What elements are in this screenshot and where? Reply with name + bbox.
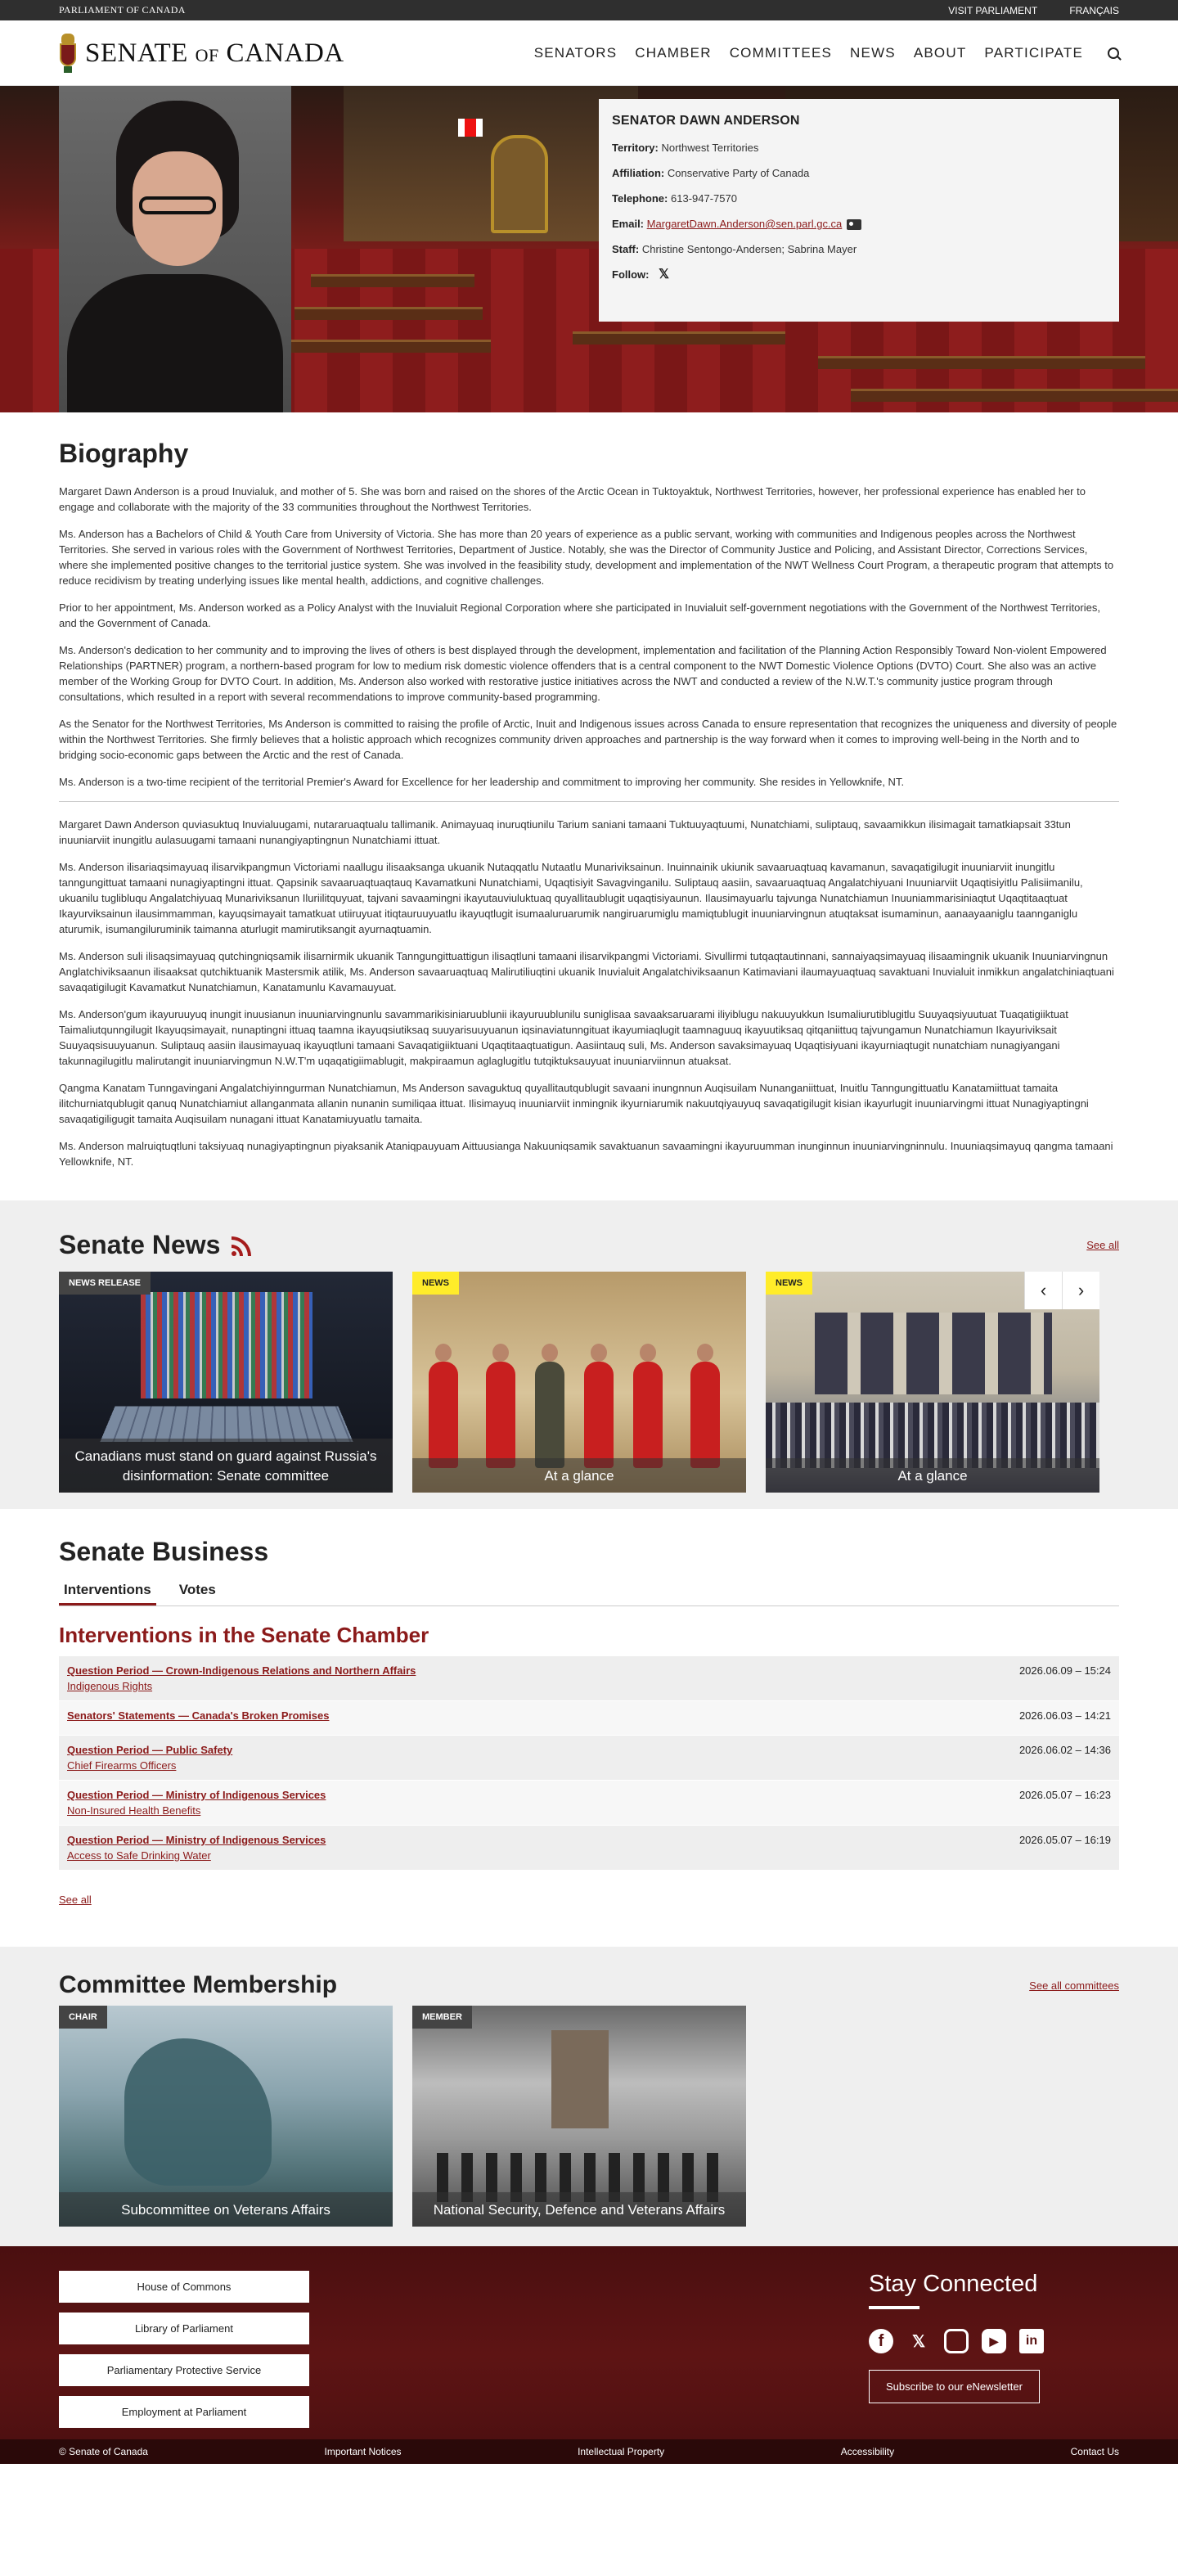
tab-votes[interactable]: Votes <box>178 1582 216 1597</box>
bio-paragraph: Margaret Dawn Anderson is a proud Inuvialuk, and mother of 5. She was born and raised on the shores of the Arctic Ocean in Tuktoyaktuk, Northwest Territories, however, her professional experience has enabled her to engage and collaborate with the majority of the 33 communities throughout the Northwest Territories. <box>59 485 1086 513</box>
stay-connected-title: Stay Connected <box>869 2271 1038 2297</box>
intervention-subject-link[interactable]: Non-Insured Health Benefits <box>67 1804 201 1817</box>
crest-icon <box>59 34 77 73</box>
intervention-date: 2026.06.02 – 14:36 <box>1018 1744 1111 1756</box>
intervention-subject-link[interactable]: Indigenous Rights <box>67 1680 153 1692</box>
affiliation-line: Affiliation: Conservative Party of Canada <box>612 167 810 179</box>
bio-paragraph-inuvialuktun: Margaret Dawn Anderson quviasuktuq Inuvialuugami, nutararuaqtualu tallimanik. Animayuaq inuruqtiunilu Tarium saniani tamaani Tuktuuyaqtuumi, Nunatchiami, suliptauq, savaamikkun ilisimagait tamatkiapsait 33tun inuuniarviit inungitlu aulasuugami tamaani nunangiyaptingnun Nunatchiami ittuat. <box>59 818 1071 846</box>
news-card-caption: At a glance <box>412 1458 746 1493</box>
language-toggle-link[interactable]: FRANÇAIS <box>1069 4 1119 16</box>
logo-text: SENATE OF CANADA <box>85 38 344 68</box>
parliament-link[interactable]: PARLIAMENT OF CANADA <box>59 4 186 16</box>
bio-paragraph: Prior to her appointment, Ms. Anderson worked as a Policy Analyst with the Inuvialuit Regional Corporation where she participated in Inuvialuit self-government negotiations with the Government of the Northwest Territories, and the Government of Canada. <box>59 601 1100 629</box>
senate-news-section <box>0 1200 1178 1509</box>
intervention-row <box>59 1701 1119 1736</box>
intervention-row <box>59 1826 1119 1871</box>
instagram-icon[interactable] <box>944 2329 969 2353</box>
nav-chamber[interactable]: CHAMBER <box>635 45 712 61</box>
intervention-date: 2026.05.07 – 16:23 <box>1018 1789 1111 1801</box>
news-badge: NEWS RELEASE <box>59 1272 151 1295</box>
stay-connected <box>869 2271 1119 2428</box>
intervention-date: 2026.06.03 – 14:21 <box>1018 1709 1111 1722</box>
committee-card-caption: National Security, Defence and Veterans Affairs <box>412 2192 746 2227</box>
nav-news[interactable]: NEWS <box>850 45 896 61</box>
nav-senators[interactable]: SENATORS <box>533 45 618 61</box>
main-nav <box>534 45 1119 61</box>
intervention-subject-link[interactable]: Access to Safe Drinking Water <box>67 1849 211 1862</box>
committee-card-caption: Subcommittee on Veterans Affairs <box>59 2192 393 2227</box>
committees-title: Committee Membership <box>59 1971 338 1998</box>
bio-paragraph-inuvialuktun: Ms. Anderson suli ilisaqsimayuaq qutchingniqsamik ilisarnirmik ukuanik Tanngungittuattigun ilisaqtluni tamaani ilisarvikpangmi Victoriami. Sivullirmi tutqaqtautinnani, sannaiyaqsimayuaq ilisaamingnik ukuanik Inuuniarvingnun Anglatchiviksaanun ilisaaksat qutchiktuanik Mastersmik atilik, Ms. Anderson savaaruaqtuaq Malirutiliuqtini ukuanik Inuvialuit Angalatchiviksaanun Katimaviani ilaumayuaqtuaq savaktuani Inuvialuit inmikkun angalatchiniaqtuani savaqatigilugit Kavamatkut Nunatchiamun, Kanatamunlu Kavamauyuat. <box>59 950 1114 993</box>
intervention-date: 2026.06.09 – 15:24 <box>1018 1664 1111 1677</box>
bio-paragraph: As the Senator for the Northwest Territories, Ms Anderson is committed to raising the profile of Arctic, Inuit and Indigenous issues across Canada to ensure representation that recognizes the uniqueness and diversity of people within the Northwest Territories. She firmly believes that a holistic approach which recognizes community driven approaches and partnership is the way forward when it comes to improving well-being in the North and to bridging socio-economic gaps between the Arctic and the rest of Canada. <box>59 718 1117 761</box>
footer-links <box>59 2271 309 2428</box>
committee-cards <box>59 2006 1119 2227</box>
intervention-title-link[interactable]: Question Period — Crown-Indigenous Relations and Northern Affairs <box>67 1664 416 1677</box>
senator-info-card <box>599 99 1119 322</box>
senator-name: SENATOR DAWN ANDERSON <box>612 114 800 128</box>
intervention-title-link[interactable]: Question Period — Ministry of Indigenous Services <box>67 1789 326 1801</box>
tab-interventions[interactable]: Interventions <box>59 1582 156 1605</box>
senator-portrait <box>59 86 291 412</box>
vcard-icon[interactable] <box>847 219 861 230</box>
chevron-left-icon[interactable]: ‹ <box>1024 1272 1062 1309</box>
news-title: Senate News <box>59 1230 253 1260</box>
committee-card[interactable] <box>412 2006 746 2227</box>
facebook-icon[interactable]: f <box>869 2329 893 2353</box>
bio-paragraph-inuvialuktun: Ms. Anderson malruiqtuqtluni taksiyuaq nunagiyaptingnun piyaksanik Ataniqpauyuam Aittuusianga Nakuuniqsamik savaktuanun savaamingni ikayuruumman inunginnun inuuniarvingninnulu. Inuuniaqsimayuq qangma tamaani Yellowknife, NT. <box>59 1140 1113 1168</box>
bio-paragraph: Ms. Anderson has a Bachelors of Child & Youth Care from University of Victoria. She has more than 20 years of experience as a public servant, working with communities and Indigenous peoples across the Northwest Territories. She served in various roles with the Government of Northwest Territories, Department of Justice. Notably, she was the Director of Community Justice and Policing, and Assistant Director, Corrections Services, where she implemented positive changes to the territorial justice system. She was involved in the feasibility study, development and implementation of the NWT Wellness Court Program, a therapeutic program that attempts to reduce recidivism by treating underlying issues like mental health, addictions, and cognitive challenges. <box>59 528 1114 587</box>
nav-participate[interactable]: PARTICIPATE <box>984 45 1083 61</box>
intervention-row <box>59 1781 1119 1826</box>
intervention-subject-link[interactable]: Chief Firearms Officers <box>67 1759 177 1772</box>
footer-link-protective-service[interactable]: Parliamentary Protective Service <box>59 2354 309 2386</box>
footer-link-library[interactable]: Library of Parliament <box>59 2313 309 2344</box>
intervention-date: 2026.05.07 – 16:19 <box>1018 1834 1111 1846</box>
x-twitter-icon[interactable]: 𝕏 <box>911 2332 926 2351</box>
rss-icon[interactable] <box>232 1235 253 1256</box>
intervention-row <box>59 1656 1119 1701</box>
news-badge: NEWS <box>766 1272 812 1295</box>
copyright: © Senate of Canada <box>59 2446 148 2457</box>
site-footer <box>0 2246 1178 2464</box>
footer-link-intellectual-property[interactable]: Intellectual Property <box>578 2446 665 2457</box>
bio-paragraph-inuvialuktun: Ms. Anderson ilisariaqsimayuaq ilisarvikpangmun Victoriami naallugu ilisaaksanga ukuanik Nutaqqatlu Nutaatlu Munariviksainun. Inuinnainik ukiunik savaaruaqtuaq kavamanun, savaqatigilugit inuuniarviit inungitlu tanngungittuat tamaani nunagiyaptingni ittuat. Qapsinik savaaruaqtuaqtauq Kavamatkuni Nunatchiami, Uqaqtisiyit Savagvinganilu. Suliptauq aasiin, savaaruaqtuaq Angalatchiyuani Inuuniarviit Uqaqtisiyitlu Palisiimanilu, ukuanilu tuglibluqu Angalatchiyuaq Munariviksanun Iluriilitquyuat, tajvani savaamingni ikayutauviuluktuaq quyallitaublugit uqaqtisiyaunun. Ilausimayuarlu tajvunga Nunatchiamun Inuuniammarisiniaqtut Uqaqtitaaqtuat Ikayurviksainun ilausimmamman, kayuqsimayait tamatkuat utiiruyuat itiqtauruuyuatlu ikayuqtlugit isumaaluruarumik nangiruarumiglu mamiqtublugit inuuniarvingnun atuqtaksat isumaminun, aanaayaaniglu taannganiglu aturumik, isumangiluruminik taimanna aturlugit mamirutiksangit ayurnaqtuamin. <box>59 861 1083 935</box>
business-tabs <box>59 1582 1119 1606</box>
interventions-list <box>59 1656 1119 1871</box>
footer-bottom-bar <box>0 2439 1178 2464</box>
visit-parliament-link[interactable]: VISIT PARLIAMENT <box>948 4 1037 16</box>
linkedin-icon[interactable]: in <box>1019 2329 1044 2353</box>
footer-link-employment[interactable]: Employment at Parliament <box>59 2396 309 2428</box>
committee-role-badge: MEMBER <box>412 2006 472 2029</box>
intervention-title-link[interactable]: Question Period — Ministry of Indigenous Services <box>67 1834 326 1846</box>
bio-paragraph: Ms. Anderson's dedication to her community and to improving the lives of others is best displayed through the development, implementation and facilitation of the Planning Action Responsibly Toward Non-violent Empowered Relationships (PARTNER) program, a northern-based program for low to medium risk domestic violence offenders that is a central component to the NWT Domestic Violence Options (DVTO) Court. She also was an active member of the Working Group for DVTO Court. In addition, Ms. Anderson also worked with restorative justice initiatives across the NWT and conducted a review of the N.W.T.'s community justice program through consultations, which resulted in a report with several recommendations to improve community-based programming. <box>59 644 1107 703</box>
top-strip <box>0 0 1178 20</box>
email-link[interactable]: MargaretDawn.Anderson@sen.parl.gc.ca <box>646 218 843 230</box>
social-icons <box>869 2329 1119 2353</box>
staff-line: Staff: Christine Sentongo-Andersen; Sabrina Mayer <box>612 243 857 255</box>
subscribe-button[interactable]: Subscribe to our eNewsletter <box>869 2370 1040 2403</box>
territory-line: Territory: Northwest Territories <box>612 142 759 154</box>
news-card[interactable] <box>412 1272 746 1493</box>
biography-section <box>0 412 1178 1200</box>
telephone-line: Telephone: 613-947-7570 <box>612 192 737 205</box>
news-badge: NEWS <box>412 1272 459 1295</box>
chevron-right-icon[interactable]: › <box>1062 1272 1099 1309</box>
nav-about[interactable]: ABOUT <box>913 45 967 61</box>
youtube-icon[interactable]: ▶ <box>982 2329 1006 2353</box>
committee-role-badge: CHAIR <box>59 2006 107 2029</box>
news-card[interactable] <box>766 1272 1099 1493</box>
bio-paragraph-inuvialuktun: Ms. Anderson'gum ikayuruuyuq inungit inuusianun inuuniarvingnunlu savammarikisiniaruublunii ikayuruublunilu suniglisaa savaaksaruarami iliyiblugu nakuuyukkun Isumaliurutiblugitlu Suuyaqsiyuutuat Tuaqatigiiktuat Taimaliutqunngilugit Ikayuqsimayait, nunaptingni ittuaq taamna ikayuqsiutiksaq suuyarisuuyuanun iqsinaviatunngituat ikayumiaqlugit taamnaguuq ikayuutiksaq qitqaniittuq tajvungamun Nunatchiamun Ikayuriviksait Suuyaqsisuuyuanun. Suliptauq aasiin ilausimayuaq ikayuqtluni tamaani Savaqatigiiktuani Uqaqtitaaqtuatigun. Aasiintauq suli, Ms. Anderson savaksimayuaq Uqaqtisiyuani ikayurniaqtugit nunatchiam nunagiyangani takunnagilugitlu malirutangit inuuniarvingmun N.W.T'm uqaqatigiimablugit, makpiraamun aglaglugitlu tutqiktuksauyuat inuuniarviinnun atuaksat. <box>59 1008 1068 1067</box>
footer-link-important-notices[interactable]: Important Notices <box>324 2446 402 2457</box>
news-carousel <box>59 1272 1119 1493</box>
footer-link-house-of-commons[interactable]: House of Commons <box>59 2271 309 2303</box>
site-header <box>0 20 1178 86</box>
news-card[interactable] <box>59 1272 393 1493</box>
business-title: Senate Business <box>59 1537 269 1566</box>
bio-paragraph: Ms. Anderson is a two-time recipient of the territorial Premier's Award for Excellence for her leadership and commitment to improving her community. She resides in Yellowknife, NT. <box>59 776 905 788</box>
intervention-title-link[interactable]: Senators' Statements — Canada's Broken Promises <box>67 1709 330 1722</box>
biography-title: Biography <box>59 439 189 468</box>
footer-link-accessibility[interactable]: Accessibility <box>840 2446 895 2457</box>
bio-paragraph-inuvialuktun: Qangma Kanatam Tunngavingani Angalatchiyinngurman Nunatchiamun, Ms Anderson savaguktuq quyallitautqublugit savaani inungnnun Auqisuilam Nunanganiittuat, Inuitlu Tanngungittuatlu Kanatamiittuat tamaita ilitchurniatqublugit qanuq Nunatchiamiut allanganmata allanin nunanin sumiliqaa ittuat. Ilisimayuq inuuniarviit inmingnik ikyurniarumik nakuutqiyauyuq savaqatigilugit kisian ikayurlugit inuuniarvingmi ittuat Nunagiyaptingni savaqatigiligugit tamaita Auqisuilam nunagani ittuat Kanatamiuyuatlu tamaita. <box>59 1082 1089 1125</box>
intervention-title-link[interactable]: Question Period — Public Safety <box>67 1744 233 1756</box>
committees-see-all-link[interactable]: See all committees <box>1029 1979 1119 1992</box>
carousel-controls <box>1024 1272 1099 1309</box>
nav-committees[interactable]: COMMITTEES <box>729 45 833 61</box>
news-card-caption: At a glance <box>766 1458 1099 1493</box>
footer-link-contact[interactable]: Contact Us <box>1070 2446 1119 2457</box>
committee-membership-section <box>0 1947 1178 2246</box>
intervention-row <box>59 1736 1119 1781</box>
senator-hero <box>0 86 1178 412</box>
interventions-see-all-link[interactable]: See all <box>59 1894 92 1906</box>
news-see-all-link[interactable]: See all <box>1086 1239 1119 1251</box>
interventions-title: Interventions in the Senate Chamber <box>59 1623 429 1647</box>
email-line: Email: MargaretDawn.Anderson@sen.parl.gc.ca <box>612 216 1106 232</box>
committee-card[interactable] <box>59 2006 393 2227</box>
senate-logo[interactable] <box>59 34 344 73</box>
search-icon[interactable] <box>1108 47 1119 59</box>
senate-business-section <box>0 1509 1178 1947</box>
news-card-caption: Canadians must stand on guard against Russia's disinformation: Senate committee <box>59 1439 393 1493</box>
divider <box>59 801 1119 802</box>
follow-line: Follow: 𝕏 <box>612 268 670 281</box>
x-twitter-icon[interactable]: 𝕏 <box>659 268 670 281</box>
